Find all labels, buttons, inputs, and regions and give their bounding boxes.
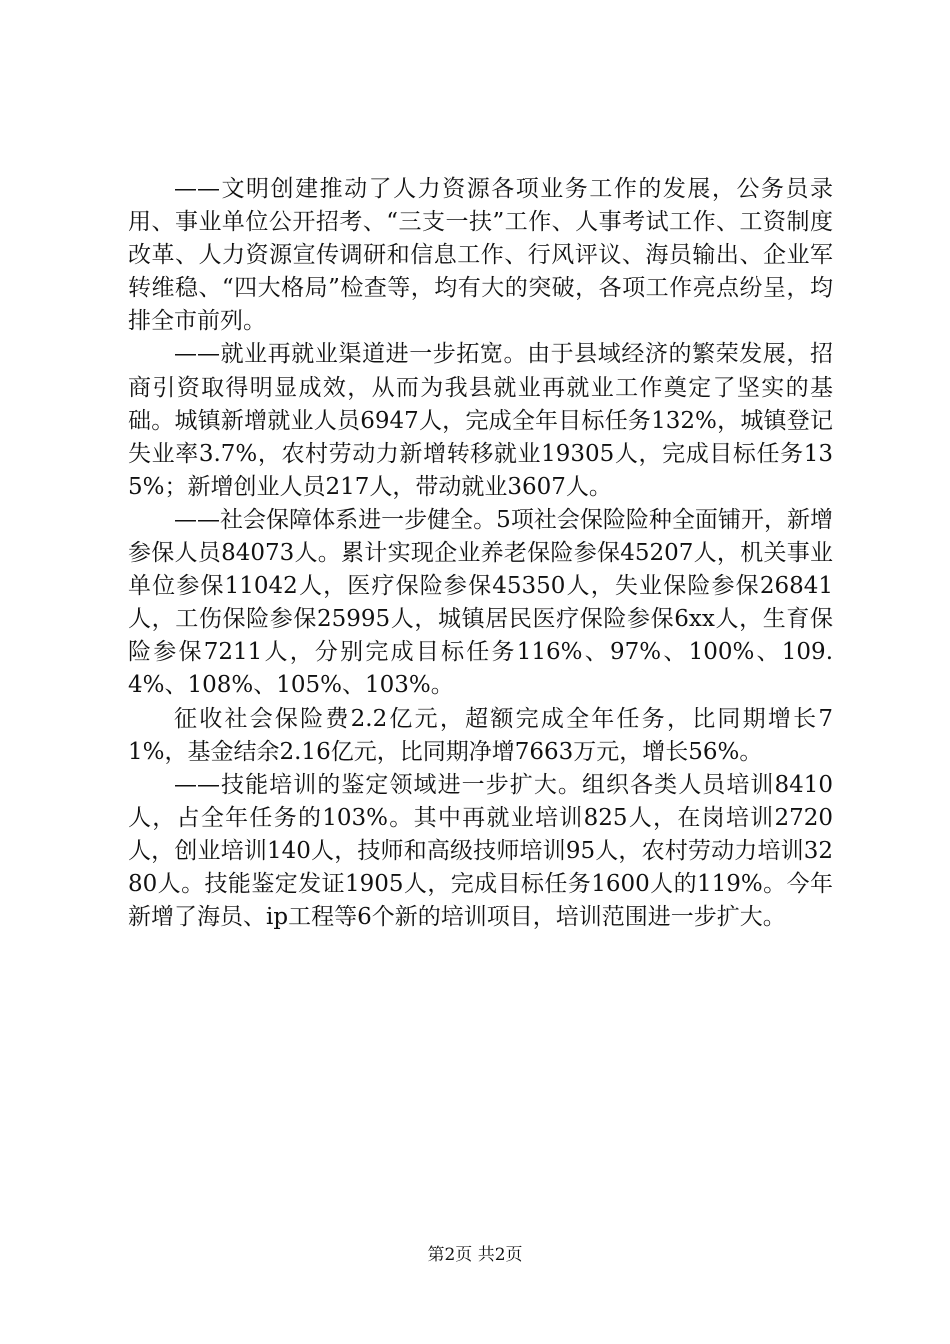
page-number-footer: 第2页 共2页 [427,1245,523,1265]
document-body [128,173,833,934]
paragraph-civilization: ——文明创建推动了人力资源各项业务工作的发展，公务员录用、事业单位公开招考、“三支一扶”工作、人事考试工作、工资制度改革、人力资源宣传调研和信息工作、行风评议、海员输出、企业军转维稳、“四大格局”检查等，均有大的突破，各项工作亮点纷呈，均排全市前列。 [128,176,833,335]
paragraph-social-security: ——社会保障体系进一步健全。5项社会保险险种全面铺开，新增参保人员84073人。累计实现企业养老保险参保45207人，机关事业单位参保11042人，医疗保险参保45350人，失业保险参保26841人，工伤保险参保25995人，城镇居民医疗保险参保6xx人，生育保险参保7211人，分别完成目标任务116%、97%、100%、109.4%、108%、105%、103%。 [128,506,833,699]
paragraph-skills-training: ——技能培训的鉴定领域进一步扩大。组织各类人员培训8410人，占全年任务的103%。其中再就业培训825人，在岗培训2720人，创业培训140人，技师和高级技师培训95人，农村劳动力培训3280人。技能鉴定发证1905人，完成目标任务1600人的119%。今年新增了海员、ip工程等6个新的培训项目，培训范围进一步扩大。 [128,771,833,931]
paragraph-insurance-fees: 征收社会保险费2.2亿元，超额完成全年任务，比同期增长71%，基金结余2.16亿元，比同期净增7663万元，增长56%。 [128,705,833,765]
paragraph-employment: ——就业再就业渠道进一步拓宽。由于县域经济的繁荣发展，招商引资取得明显成效，从而为我县就业再就业工作奠定了坚实的基础。城镇新增就业人员6947人，完成全年目标任务132%，城镇登记失业率3.7%，农村劳动力新增转移就业19305人，完成目标任务135%；新增创业人员217人，带动就业3607人。 [128,341,833,500]
